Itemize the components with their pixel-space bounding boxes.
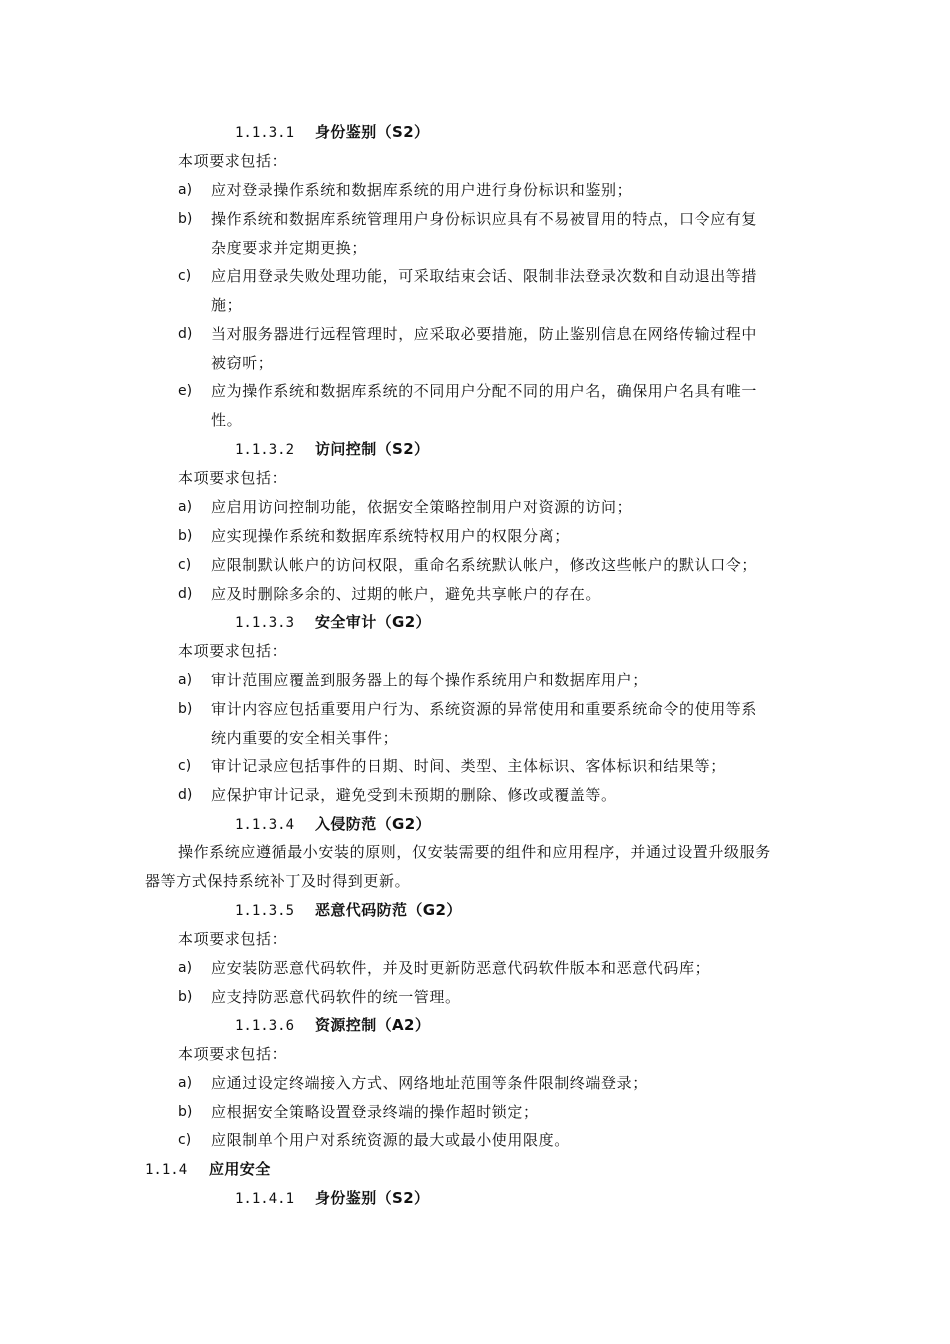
list-item-text: 应启用登录失败处理功能，可采取结束会话、限制非法登录次数和自动退出等措 [211,267,758,285]
list-item-text: 应安装防恶意代码软件，并及时更新防恶意代码软件版本和恶意代码库； [211,959,711,977]
list-marker: c) [178,1132,192,1148]
list-item-text: 应为操作系统和数据库系统的不同用户分配不同的用户名，确保用户名具有唯一 [211,382,758,400]
list-item-text: 应启用访问控制功能，依据安全策略控制用户对资源的访问； [211,498,633,516]
section-heading [145,1159,271,1180]
list-item-text: 应限制默认帐户的访问权限，重命名系统默认帐户，修改这些帐户的默认口令； [211,556,758,574]
list-marker: e) [178,383,193,399]
subsection-heading [235,900,462,921]
subsection-heading [235,814,431,835]
list-item-text: 应根据安全策略设置登录终端的操作超时锁定； [211,1103,539,1121]
list-item-continuation: 性。 [211,411,243,429]
heading-title: 身份鉴别（S2） [315,1189,430,1207]
subsection-heading [235,439,429,460]
paragraph-line: 本项要求包括： [178,642,288,660]
heading-title: 身份鉴别（S2） [315,123,430,141]
subsection-heading [235,612,431,633]
list-marker: a) [178,499,193,515]
list-item-continuation: 施； [211,296,243,314]
list-item-text: 应通过设定终端接入方式、网络地址范围等条件限制终端登录； [211,1074,648,1092]
list-item-text: 应限制单个用户对系统资源的最大或最小使用限度。 [211,1131,570,1149]
list-marker: b) [178,1104,193,1120]
list-marker: a) [178,672,193,688]
list-item-text: 当对服务器进行远程管理时，应采取必要措施，防止鉴别信息在网络传输过程中 [211,325,758,343]
paragraph-line: 本项要求包括： [178,469,288,487]
list-item-text: 审计内容应包括重要用户行为、系统资源的异常使用和重要系统命令的使用等系 [211,700,758,718]
subsection-heading [235,1015,430,1036]
heading-number: 1.1.3.3 [235,615,295,631]
list-marker: b) [178,211,193,227]
paragraph-line: 器等方式保持系统补丁及时得到更新。 [145,872,411,890]
heading-title: 资源控制（A2） [315,1016,431,1034]
heading-number: 1.1.4 [145,1162,188,1178]
subsection-heading [235,122,429,143]
paragraph-line: 本项要求包括： [178,1045,288,1063]
list-marker: d) [178,586,193,602]
paragraph-line: 本项要求包括： [178,152,288,170]
list-marker: a) [178,1075,193,1091]
subsection-heading [235,1188,429,1209]
heading-title: 应用安全 [209,1160,271,1178]
heading-title: 访问控制（S2） [315,440,430,458]
list-item-text: 操作系统和数据库系统管理用户身份标识应具有不易被冒用的特点，口令应有复 [211,210,758,228]
list-item-text: 应实现操作系统和数据库系统特权用户的权限分离； [211,527,570,545]
list-item-continuation: 杂度要求并定期更换； [211,239,368,257]
list-item-continuation: 被窃听； [211,354,274,372]
list-marker: d) [178,326,193,342]
list-marker: a) [178,182,193,198]
list-item-text: 审计范围应覆盖到服务器上的每个操作系统用户和数据库用户； [211,671,648,689]
paragraph-line: 操作系统应遵循最小安装的原则，仅安装需要的组件和应用程序，并通过设置升级服务 [178,843,771,861]
heading-number: 1.1.3.5 [235,903,295,919]
list-item-text: 审计记录应包括事件的日期、时间、类型、主体标识、客体标识和结果等； [211,757,726,775]
heading-title: 恶意代码防范（G2） [315,901,462,919]
heading-number: 1.1.3.4 [235,817,295,833]
list-item-text: 应及时删除多余的、过期的帐户，避免共享帐户的存在。 [211,585,602,603]
list-marker: c) [178,758,192,774]
heading-number: 1.1.4.1 [235,1191,295,1207]
list-item-text: 应支持防恶意代码软件的统一管理。 [211,988,461,1006]
heading-number: 1.1.3.6 [235,1018,295,1034]
list-item-text: 应保护审计记录，避免受到未预期的删除、修改或覆盖等。 [211,786,617,804]
list-marker: a) [178,960,193,976]
list-marker: d) [178,787,193,803]
list-item-text: 应对登录操作系统和数据库系统的用户进行身份标识和鉴别； [211,181,633,199]
heading-number: 1.1.3.1 [235,125,295,141]
list-marker: c) [178,557,192,573]
paragraph-line: 本项要求包括： [178,930,288,948]
list-marker: b) [178,989,193,1005]
heading-title: 入侵防范（G2） [315,815,431,833]
heading-title: 安全审计（G2） [315,613,431,631]
list-item-continuation: 统内重要的安全相关事件； [211,729,399,747]
heading-number: 1.1.3.2 [235,442,295,458]
list-marker: b) [178,701,193,717]
list-marker: c) [178,268,192,284]
list-marker: b) [178,528,193,544]
